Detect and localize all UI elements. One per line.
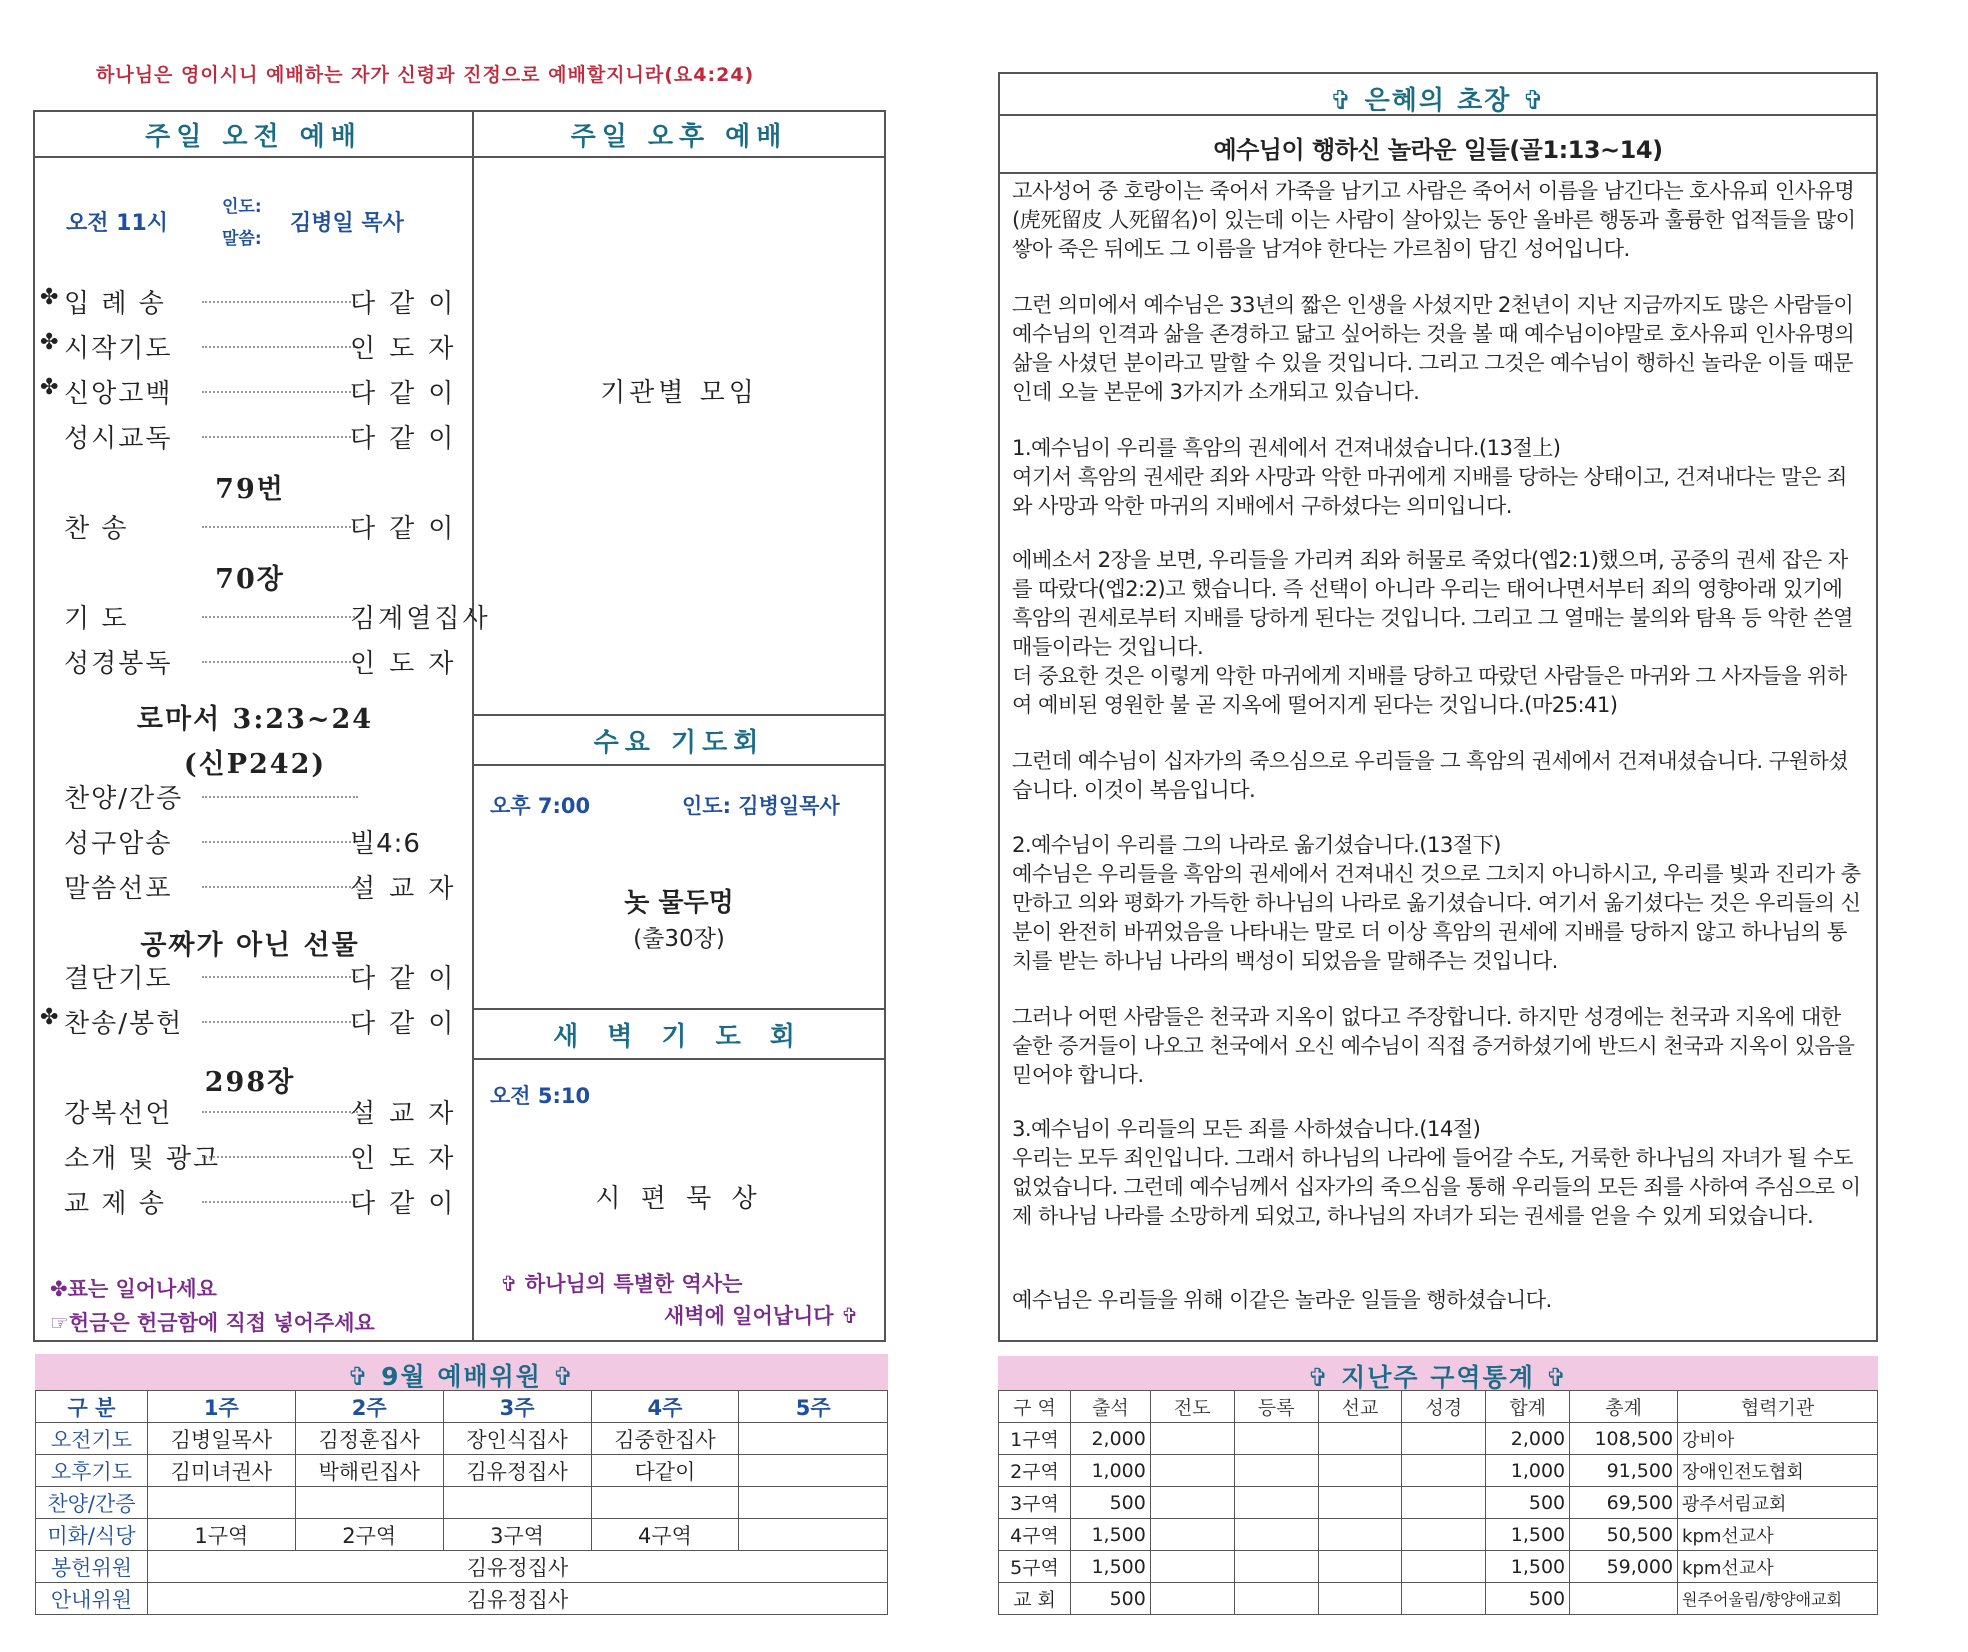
- wednesday-lead: 인도: 김병일목사: [682, 794, 840, 818]
- order-item-label: 찬양/간증: [64, 784, 184, 814]
- standing-mark-icon: ✤: [40, 375, 59, 400]
- table-cell: 장인식집사: [443, 1423, 591, 1455]
- table-cell: [1318, 1455, 1402, 1487]
- table-cell: [1150, 1455, 1234, 1487]
- afternoon-service-title: 주일 오후 예배: [570, 122, 788, 152]
- order-item-label: 강복선언: [64, 1099, 173, 1129]
- wednesday-sermon: 놋 물두멍: [624, 888, 734, 918]
- order-item: [40, 283, 468, 323]
- order-item: [40, 418, 468, 458]
- leader-dots: [202, 1156, 358, 1158]
- column-header: 등록: [1234, 1391, 1318, 1423]
- order-item-label: 말씀선포: [64, 874, 173, 904]
- table-cell: [739, 1423, 888, 1455]
- table-cell: [1402, 1519, 1486, 1551]
- row-label: 4구역: [999, 1519, 1071, 1551]
- wednesday-title: 수요 기도회: [593, 728, 765, 758]
- table-row: [999, 1423, 1878, 1455]
- order-item-leader: 다같이: [350, 424, 468, 454]
- dawn-content: 시 편 묵 상: [595, 1184, 763, 1214]
- leader-dots: [202, 616, 358, 618]
- table-row: [36, 1487, 888, 1519]
- row-label: 안내위원: [36, 1583, 148, 1615]
- table-cell: 1,000: [1486, 1455, 1570, 1487]
- sermon-title: 공짜가 아닌 선물: [140, 930, 360, 961]
- table-cell: [1150, 1423, 1234, 1455]
- table-cell: [147, 1487, 295, 1519]
- order-item-leader: 다같이: [350, 1189, 468, 1219]
- column-header: 전도: [1150, 1391, 1234, 1423]
- table-cell: [1318, 1551, 1402, 1583]
- offering-note: ☞헌금은 헌금함에 직접 넣어주세요: [50, 1311, 375, 1335]
- grace-title: ✞ 은혜의 초장 ✞: [1329, 86, 1547, 116]
- leader-dots: [202, 796, 358, 798]
- table-cell: [1234, 1583, 1318, 1615]
- row-label: 오전기도: [36, 1423, 148, 1455]
- order-item: [40, 1183, 468, 1223]
- leader-dots: [202, 436, 358, 438]
- order-item-label: 성경봉독: [64, 649, 173, 679]
- table-row: [999, 1487, 1878, 1519]
- order-item-leader: 인도자: [350, 334, 468, 364]
- order-item: [40, 508, 468, 548]
- table-cell: [1150, 1551, 1234, 1583]
- table-row: [36, 1455, 888, 1487]
- order-item-leader: 인도자: [350, 1144, 468, 1174]
- table-row: [36, 1551, 888, 1583]
- standing-mark-icon: ✤: [40, 285, 59, 310]
- order-item-label: 교 제 송: [64, 1189, 166, 1219]
- order-item: [40, 778, 460, 818]
- grace-subtitle: 예수님이 행하신 놀라운 일들(골1:13~14): [1213, 136, 1663, 164]
- table-row: [36, 1423, 888, 1455]
- leader-dots: [202, 1111, 358, 1113]
- grace-paragraph: 그러나 어떤 사람들은 천국과 지옥이 없다고 주장합니다. 하지만 성경에는 천국과 지옥에 대한 숱한 증거들이 나오고 천국에서 오신 예수님이 직접 증거하셨기에 반드시 천국과 지옥이 있음을 믿어야 합니다.: [1012, 1004, 1855, 1087]
- header-verse: 하나님은 영이시니 예배하는 자가 신령과 진정으로 예배할지니라(요4:24): [96, 64, 755, 86]
- grace-paragraph: 그런데 예수님이 십자가의 죽으심으로 우리들을 그 흑암의 권세에서 건져내셨습니다. 구원하셨습니다. 이것이 복음입니다.: [1012, 748, 1849, 802]
- table-cell: [739, 1519, 888, 1551]
- table-cell: [1570, 1583, 1678, 1615]
- table-cell: 김중한집사: [591, 1423, 739, 1455]
- table-cell: 1구역: [147, 1519, 295, 1551]
- grace-paragraph: 예수님은 우리들을 위해 이같은 놀라운 일들을 행하셨습니다.: [1012, 1287, 1552, 1312]
- table-cell: 50,500: [1570, 1519, 1678, 1551]
- table-cell: 다같이: [591, 1455, 739, 1487]
- order-item: [40, 1003, 468, 1043]
- order-item-label: 찬송/봉헌: [64, 1009, 184, 1039]
- leader-dots: [202, 526, 358, 528]
- order-item: [40, 328, 468, 368]
- table-cell: [1402, 1487, 1486, 1519]
- table-cell: [1150, 1583, 1234, 1615]
- order-item-leader: 다같이: [350, 379, 468, 409]
- table-row: [999, 1583, 1878, 1615]
- row-label: 3구역: [999, 1487, 1071, 1519]
- pastor-name: 김병일 목사: [290, 211, 404, 236]
- table-cell: 1,500: [1070, 1519, 1150, 1551]
- row-label: 교 회: [999, 1583, 1071, 1615]
- table-cell: 4구역: [591, 1519, 739, 1551]
- hymn-number: 70장: [215, 564, 285, 595]
- table-row: [36, 1519, 888, 1551]
- table-cell: 원주어울림/향양애교회: [1678, 1583, 1878, 1615]
- leader-dots: [202, 976, 358, 978]
- duty-table: [35, 1390, 888, 1615]
- table-cell: [739, 1487, 888, 1519]
- column-header: 출석: [1070, 1391, 1150, 1423]
- morning-service-title: 주일 오전 예배: [145, 122, 362, 152]
- offering-hymn: 298장: [204, 1067, 296, 1098]
- afternoon-content: 기관별 모임: [600, 378, 758, 408]
- table-cell: 김유정집사: [147, 1583, 887, 1615]
- leader-dots: [202, 391, 358, 393]
- table-cell: kpm선교사: [1678, 1551, 1878, 1583]
- grace-paragraph: 2.예수님이 우리를 그의 나라로 옮기셨습니다.(13절下) 예수님은 우리들을 흑암의 권세에서 건져내신 것으로 그치지 아니하시고, 우리를 빛과 진리가 충만하고 의와 평화가 가득한 하나님의 나라로 옮기셨습니다. 여기서 옮기셨다는 것은 우리들의 신분이 완전히 바뀌었음을 나타내는 말로 더 이상 흑암의 권세에 지배를 당하지 않고 하나님의 통치를 받는 하나님 나라의 백성이 되었음을 말해주는 것입니다.: [1012, 832, 1861, 973]
- order-item-label: 소개 및 광고: [64, 1144, 221, 1174]
- table-cell: 김유정집사: [443, 1455, 591, 1487]
- dawn-motto-2: 새벽에 일어납니다 ✞: [664, 1304, 859, 1328]
- table-cell: [591, 1487, 739, 1519]
- table-cell: 108,500: [1570, 1423, 1678, 1455]
- order-item-label: 찬 송: [64, 514, 129, 544]
- column-header: 구 역: [999, 1391, 1071, 1423]
- table-cell: 광주서림교회: [1678, 1487, 1878, 1519]
- table-cell: [1150, 1487, 1234, 1519]
- table-cell: [1150, 1519, 1234, 1551]
- order-item-label: 성시교독: [64, 424, 173, 454]
- table-cell: 1,500: [1486, 1551, 1570, 1583]
- table-cell: 500: [1070, 1583, 1150, 1615]
- stats-table: [998, 1390, 1878, 1615]
- table-cell: [1234, 1519, 1318, 1551]
- leader-dots: [202, 1201, 358, 1203]
- order-item-label: 신앙고백: [64, 379, 173, 409]
- table-cell: [1402, 1551, 1486, 1583]
- row-label: 미화/식당: [36, 1519, 148, 1551]
- order-item-leader: 다같이: [350, 514, 468, 544]
- column-header: 협력기관: [1678, 1391, 1878, 1423]
- order-item-label: 기 도: [64, 604, 129, 634]
- wednesday-ref: (출30장): [633, 926, 725, 952]
- table-cell: [1234, 1455, 1318, 1487]
- order-item-label: 성구암송: [64, 829, 173, 859]
- order-item: [40, 598, 491, 638]
- table-cell: 김정훈집사: [295, 1423, 443, 1455]
- table-cell: 2구역: [295, 1519, 443, 1551]
- leader-dots: [202, 1021, 358, 1023]
- order-item-leader: 빌4:6: [350, 829, 421, 859]
- table-cell: [1318, 1583, 1402, 1615]
- column-header: 선교: [1318, 1391, 1402, 1423]
- row-label: 찬양/간증: [36, 1487, 148, 1519]
- order-item: [40, 1138, 468, 1178]
- dawn-title: 새 벽 기 도 회: [553, 1022, 805, 1052]
- standing-mark-icon: ✤: [40, 1005, 59, 1030]
- table-cell: 91,500: [1570, 1455, 1678, 1487]
- table-cell: 장애인전도협회: [1678, 1455, 1878, 1487]
- column-header: 5주: [739, 1391, 888, 1423]
- table-cell: [1234, 1551, 1318, 1583]
- row-label: 봉헌위원: [36, 1551, 148, 1583]
- wednesday-time: 오후 7:00: [490, 794, 591, 818]
- order-item-leader: 인도자: [350, 649, 468, 679]
- table-cell: [1318, 1519, 1402, 1551]
- standing-mark-icon: ✤: [40, 330, 59, 355]
- table-cell: 500: [1070, 1487, 1150, 1519]
- column-header: 1주: [147, 1391, 295, 1423]
- row-label: 2구역: [999, 1455, 1071, 1487]
- table-cell: [1318, 1487, 1402, 1519]
- order-item-leader: 김계열집사: [350, 604, 491, 634]
- order-item-leader: 다같이: [350, 964, 468, 994]
- table-cell: 2,000: [1486, 1423, 1570, 1455]
- lead-label: 인도:: [222, 197, 262, 217]
- dawn-motto-1: ✞ 하나님의 특별한 역사는: [500, 1272, 743, 1296]
- leader-dots: [202, 301, 358, 303]
- order-item-label: 시작기도: [64, 334, 173, 364]
- column-header: 구 분: [36, 1391, 148, 1423]
- standing-note: ✤표는 일어나세요: [50, 1277, 217, 1301]
- table-cell: [739, 1455, 888, 1487]
- order-item: [40, 643, 468, 683]
- duty-table-title: ✞ 9월 예배위원 ✞: [347, 1362, 576, 1391]
- table-cell: kpm선교사: [1678, 1519, 1878, 1551]
- table-cell: [1234, 1487, 1318, 1519]
- column-header: 성경: [1402, 1391, 1486, 1423]
- table-cell: 59,000: [1570, 1551, 1678, 1583]
- stats-table-title: ✞ 지난주 구역통계 ✞: [1307, 1363, 1569, 1392]
- column-header: 합계: [1486, 1391, 1570, 1423]
- order-item-leader: 다같이: [350, 289, 468, 319]
- row-label: 1구역: [999, 1423, 1071, 1455]
- table-cell: [443, 1487, 591, 1519]
- grace-paragraph: 에베소서 2장을 보면, 우리들을 가리켜 죄와 허물로 죽었다(엡2:1)했으며, 공중의 권세 잡은 자를 따랐다(엡2:2)고 했습니다. 즉 선택이 아니라 우리는 태어나면서부터 죄의 영향아래 있기에 흑암의 권세로부터 지배를 당하게 된다는 것입니다. 그리고 그 열매는 불의와 탐욕 등 악한 쓴열매들이라는 것입니다. 더 중요한 것은 이렇게 악한 마귀에게 지배를 당하고 따랐던 사람들은 마귀와 그 사자들을 위하여 예비된 영원한 불 곧 지옥에 떨어지게 된다는 것입니다.(마25:41): [1012, 547, 1853, 717]
- leader-dots: [202, 886, 358, 888]
- table-cell: 500: [1486, 1583, 1570, 1615]
- column-header: 총계: [1570, 1391, 1678, 1423]
- morning-time: 오전 11시: [66, 211, 169, 236]
- table-row: [999, 1519, 1878, 1551]
- row-label: 5구역: [999, 1551, 1071, 1583]
- table-cell: 69,500: [1570, 1487, 1678, 1519]
- table-row: [36, 1583, 888, 1615]
- table-cell: 1,500: [1070, 1551, 1150, 1583]
- table-cell: [1402, 1583, 1486, 1615]
- column-header: 4주: [591, 1391, 739, 1423]
- table-cell: [1402, 1455, 1486, 1487]
- scripture-page: (신P242): [183, 749, 327, 780]
- table-cell: 500: [1486, 1487, 1570, 1519]
- order-item: [40, 1093, 468, 1133]
- dawn-time: 오전 5:10: [490, 1084, 591, 1108]
- table-cell: 김유정집사: [147, 1551, 887, 1583]
- grace-paragraph: 그런 의미에서 예수님은 33년의 짧은 인생을 사셨지만 2천년이 지난 지금까지도 많은 사람들이 예수님의 인격과 삶을 존경하고 닮고 싶어하는 것을 볼 때 예수님이야말로 호사유피 인사유명의 삶을 사셨던 분이라고 말할 수 있을 것입니다. 그리고 그것은 예수님이 행하신 놀라운 이들 때문인데 오늘 본문에 3가지가 소개되고 있습니다.: [1012, 292, 1855, 404]
- grace-paragraph: 고사성어 중 호랑이는 죽어서 가죽을 남기고 사람은 죽어서 이름을 남긴다는 호사유피 인사유명(虎死留皮 人死留名)이 있는데 이는 사람이 살아있는 동안 올바른 행동과 훌륭한 업적들을 많이 쌓아 죽은 뒤에도 그 이름을 남겨야 한다는 가르침이 담긴 성어입니다.: [1012, 178, 1856, 261]
- order-item-leader: 설교자: [350, 874, 468, 904]
- column-header: 2주: [295, 1391, 443, 1423]
- row-label: 오후기도: [36, 1455, 148, 1487]
- table-cell: [295, 1487, 443, 1519]
- table-cell: 강비아: [1678, 1423, 1878, 1455]
- grace-paragraph: 3.예수님이 우리들의 모든 죄를 사하셨습니다.(14절) 우리는 모두 죄인입니다. 그래서 하나님의 나라에 들어갈 수도, 거룩한 하나님의 자녀가 될 수도 없었습니다. 그런데 예수님께서 십자가의 죽으심을 통해 우리들의 모든 죄를 사하여 주심으로 이제 하나님 나라를 소망하게 되었고, 하나님의 자녀가 되는 권세를 얻을 수 있게 되었습니다.: [1012, 1116, 1861, 1228]
- table-header-row: [36, 1391, 888, 1423]
- leader-dots: [202, 346, 358, 348]
- scripture: 로마서 3:23~24: [136, 704, 374, 735]
- order-item-label: 입 례 송: [64, 289, 166, 319]
- order-item-leader: 설교자: [350, 1099, 468, 1129]
- table-cell: 1,500: [1486, 1519, 1570, 1551]
- order-item: [40, 868, 468, 908]
- order-item-label: 결단기도: [64, 964, 173, 994]
- grace-paragraph: 1.예수님이 우리를 흑암의 권세에서 건져내셨습니다.(13절上) 여기서 흑암의 권세란 죄와 사망과 악한 마귀에게 지배를 당하는 상태이고, 건져내다는 말은 죄와 사망과 악한 마귀의 지배에서 구하셨다는 의미입니다.: [1012, 435, 1847, 518]
- table-header-row: [999, 1391, 1878, 1423]
- column-header: 3주: [443, 1391, 591, 1423]
- table-cell: [1318, 1423, 1402, 1455]
- table-cell: [1234, 1423, 1318, 1455]
- leader-dots: [202, 841, 358, 843]
- order-item: [40, 958, 468, 998]
- order-item: [40, 373, 468, 413]
- table-row: [999, 1455, 1878, 1487]
- table-cell: 김미녀권사: [147, 1455, 295, 1487]
- table-cell: 박해린집사: [295, 1455, 443, 1487]
- order-item-leader: 다같이: [350, 1009, 468, 1039]
- table-cell: 2,000: [1070, 1423, 1150, 1455]
- order-item: [40, 823, 460, 863]
- sermon-label: 말씀:: [222, 229, 262, 249]
- table-cell: [1402, 1423, 1486, 1455]
- table-cell: 김병일목사: [147, 1423, 295, 1455]
- leader-dots: [202, 661, 358, 663]
- table-row: [999, 1551, 1878, 1583]
- reading-number: 79번: [215, 474, 285, 505]
- table-cell: 1,000: [1070, 1455, 1150, 1487]
- table-cell: 3구역: [443, 1519, 591, 1551]
